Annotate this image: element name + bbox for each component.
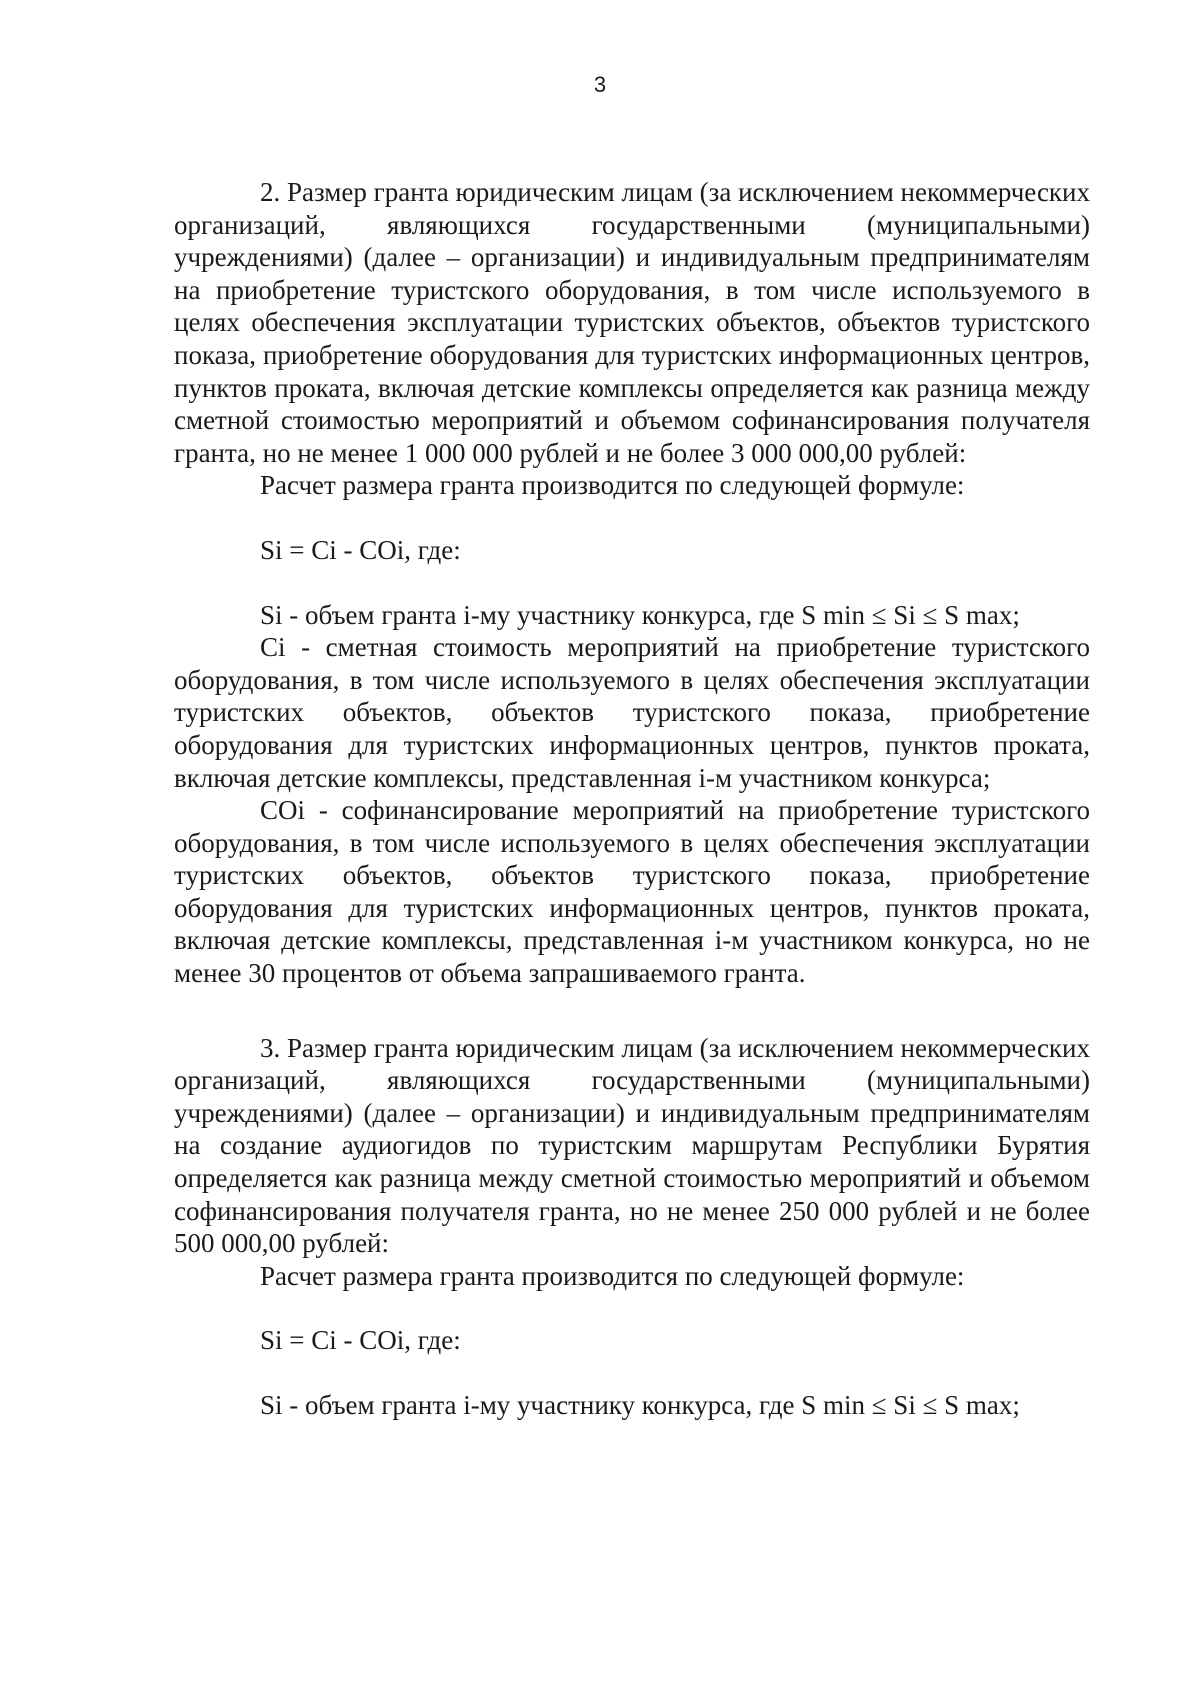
section-3-si-definition: Si - объем гранта i-му участнику конкурса, где S min ≤ Si ≤ S max; — [260, 1390, 1020, 1420]
section-2-formula: Si = Ci - COi, где: — [260, 534, 461, 565]
section-3-calculation-intro: Расчет размера гранта производится по следующей формуле: — [260, 1260, 965, 1291]
section-3-formula: Si = Ci - COi, где: — [260, 1325, 461, 1356]
section-2-si-definition: Si - объем гранта i-му участнику конкурса, где S min ≤ Si ≤ S max; — [260, 599, 1020, 630]
section-2-intro-paragraph: 2. Размер гранта юридическим лицам (за исключением некоммерческих организаций, являющихся государственными (муниципальными) учреждениями) (далее – организации) и индивидуальным предпринимателям на приобретение туристского оборудования, в том числе используемого в целях обеспечения эксплуатации туристских объектов, объектов туристского показа, приобретение оборудования для туристских информационных центров, пунктов проката, включая детские комплексы определяется как разница между сметной стоимостью мероприятий и объемом софинансирования получателя гранта, но не менее 1 000 000 рублей и не более 3 000 000,00 рублей: — [174, 177, 1090, 468]
page-number: 3 — [593, 72, 607, 97]
section-2-calculation-intro: Расчет размера гранта производится по следующей формуле: — [260, 470, 965, 501]
section-2-ci-definition: Ci - сметная стоимость мероприятий на приобретение туристского оборудования, в том числе используемого в целях обеспечения эксплуатации туристских объектов, объектов туристского показа, приобретение оборудования для туристских информационных центров, пунктов проката, включая детские комплексы, представленная i-м участником конкурса; — [174, 632, 1090, 793]
section-3-intro-paragraph: 3. Размер гранта юридическим лицам (за исключением некоммерческих организаций, являющихся государственными (муниципальными) учреждениями) (далее – организации) и индивидуальным предпринимателям на создание аудиогидов по туристским маршрутам Республики Бурятия определяется как разница между сметной стоимостью мероприятий и объемом софинансирования получателя гранта, но не менее 250 000 рублей и не более 500 000,00 рублей: — [174, 1032, 1090, 1259]
document-body — [174, 176, 1090, 1422]
section-2-coi-definition: COi - софинансирование мероприятий на приобретение туристского оборудования, в том числе используемого в целях обеспечения эксплуатации туристских объектов, объектов туристского показа, приобретение оборудования для туристских информационных центров, пунктов проката, включая детские комплексы, представленная i-м участником конкурса, но не менее 30 процентов от объема запрашиваемого гранта. — [174, 795, 1090, 989]
